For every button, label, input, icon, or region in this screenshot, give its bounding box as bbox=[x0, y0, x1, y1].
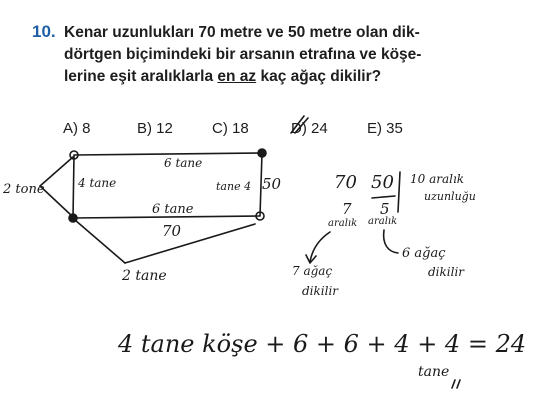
option-b-value: 12 bbox=[156, 120, 173, 137]
question-number: 10. bbox=[32, 22, 56, 41]
hand-calc-5: 5 bbox=[380, 200, 390, 218]
hand-note-2: uzunluğu bbox=[424, 190, 476, 203]
question-emphasis: en az bbox=[217, 68, 257, 85]
hand-top-label: 6 tane bbox=[164, 156, 203, 170]
equation-end-mark bbox=[452, 380, 460, 388]
hand-calc-50: 50 bbox=[371, 172, 394, 193]
option-c-value: 18 bbox=[232, 120, 249, 137]
option-c-letter: C) bbox=[212, 120, 228, 137]
question-line-2: dörtgen biçimindeki bir arsanın etrafına ve köşe- bbox=[64, 46, 422, 63]
hand-left-label: 2 tone bbox=[3, 182, 45, 197]
hand-result-1a: 7 ağaç bbox=[292, 264, 333, 278]
hand-right-label: tane 4 bbox=[216, 180, 252, 193]
question-line-3-start: lerine eşit aralıklarla bbox=[64, 68, 218, 85]
bottom-arrow-right bbox=[125, 224, 255, 263]
bottom-arrow-left bbox=[75, 220, 125, 263]
hand-note-1: 10 aralık bbox=[410, 172, 465, 186]
hand-equation-tail: tane bbox=[418, 364, 450, 380]
option-a-letter: A) bbox=[63, 120, 78, 137]
hand-middle-label: 6 tane bbox=[152, 202, 194, 217]
arrow-down-right bbox=[384, 230, 398, 253]
hand-equation: 4 tane köşe + 6 + 6 + 4 + 4 = 24 bbox=[118, 330, 527, 358]
question-line-3-end: kaç ağaç dikilir? bbox=[256, 68, 382, 85]
option-d-letter: D) bbox=[291, 120, 307, 137]
hand-bottom-number: 70 bbox=[162, 222, 182, 240]
arrow-down-left bbox=[310, 232, 330, 262]
hand-result-2a: 6 ağaç bbox=[402, 246, 446, 261]
option-e-value: 35 bbox=[386, 120, 403, 137]
division-bar bbox=[398, 172, 400, 212]
corner-tree-tr bbox=[258, 149, 266, 157]
hand-calc-70: 70 bbox=[334, 172, 357, 193]
option-b-letter: B) bbox=[137, 120, 152, 137]
hand-calc-7: 7 bbox=[342, 200, 352, 218]
hand-bottom-label: 2 tane bbox=[122, 268, 167, 284]
question-line-1: Kenar uzunlukları 70 metre ve 50 metre olan dik- bbox=[64, 24, 420, 41]
hand-right-number: 50 bbox=[262, 175, 282, 193]
hand-result-2b: dikilir bbox=[428, 265, 465, 279]
hand-result-1b: dikilir bbox=[302, 284, 339, 298]
hand-aralik-2: aralık bbox=[368, 216, 398, 227]
option-a-value: 8 bbox=[82, 120, 91, 137]
hand-aralik-1: aralık bbox=[328, 218, 358, 229]
hand-inner-left: 4 tane bbox=[78, 176, 117, 190]
option-e-letter: E) bbox=[367, 120, 382, 137]
option-d-value: 24 bbox=[311, 120, 328, 137]
underline bbox=[372, 196, 395, 198]
